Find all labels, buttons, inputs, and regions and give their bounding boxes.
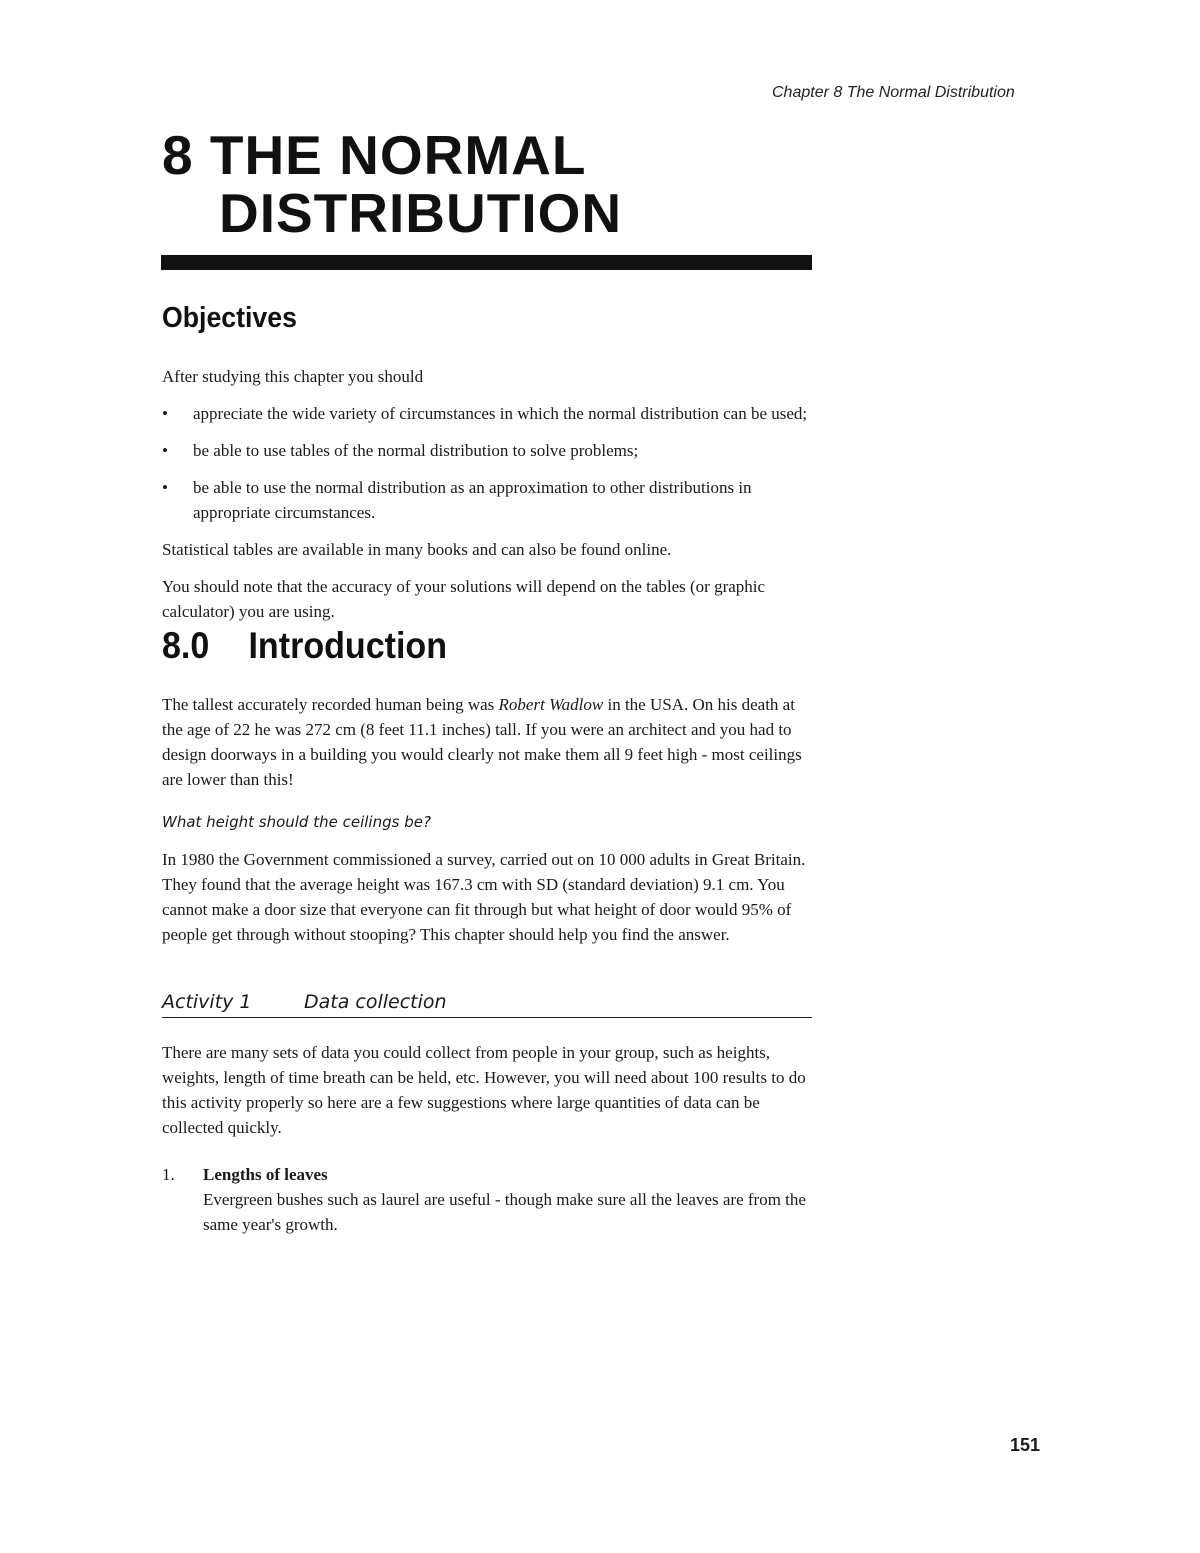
- objective-text: be able to use tables of the normal distribution to solve problems;: [193, 441, 639, 460]
- bullet-icon: •: [162, 404, 168, 423]
- objectives-lead: After studying this chapter you should: [162, 367, 424, 386]
- chapter-title: [162, 126, 812, 242]
- page-content: [162, 300, 812, 1237]
- intro-paragraph: [162, 692, 812, 792]
- objective-item: [162, 475, 812, 525]
- activity-label: Activity 1: [162, 991, 252, 1013]
- title-rule: [161, 255, 812, 270]
- list-item-number: 1.: [162, 1165, 175, 1184]
- section-title: Introduction: [248, 625, 448, 666]
- bullet-icon: •: [162, 441, 168, 460]
- intro-text-end: in the USA. On his death at the age of 22 he was 272 cm (8 feet 11.1 inches) tall. If you were an architect and you had to design doorways in a building you would clearly not make them all 9 feet high - most ceilings are lower than this!: [162, 695, 802, 789]
- chapter-title-line2: DISTRIBUTION: [219, 182, 623, 244]
- ceiling-question: What height should the ceilings be?: [162, 813, 431, 831]
- page-number: 151: [1009, 1435, 1040, 1455]
- list-item-title: Lengths of leaves: [203, 1165, 328, 1184]
- introduction-heading: [162, 624, 760, 668]
- activity-body: There are many sets of data you could collect from people in your group, such as heights, weights, length of time breath can be held, etc. However, you will need about 100 results to do this activity properly so here are a few suggestions where large quantities of data can be collected quickly.: [162, 1043, 806, 1137]
- survey-paragraph: In 1980 the Government commissioned a survey, carried out on 10 000 adults in Great Britain. They found that the average height was 167.3 cm with SD (standard deviation) 9.1 cm. You cannot make a door size that everyone can fit through but what height of door would 95% of people get through without stooping? This chapter should help you find the answer.: [162, 850, 806, 944]
- objective-item: [162, 401, 812, 426]
- list-item-text: Evergreen bushes such as laurel are useful - though make sure all the leaves are from the same year's growth.: [203, 1190, 806, 1234]
- objective-item: [162, 438, 812, 463]
- activity-heading: [162, 989, 812, 1018]
- accuracy-paragraph: You should note that the accuracy of your solutions will depend on the tables (or graphic calculator) you are using.: [162, 577, 766, 621]
- objective-text: be able to use the normal distribution as an approximation to other distributions in appropriate circumstances.: [193, 478, 752, 522]
- running-head: Chapter 8 The Normal Distribution: [772, 84, 1015, 101]
- objective-text: appreciate the wide variety of circumstances in which the normal distribution can be used;: [193, 404, 808, 423]
- section-number: 8.0: [162, 625, 210, 666]
- activity-title: Data collection: [304, 991, 447, 1013]
- chapter-title-line1: 8 THE NORMAL: [162, 124, 587, 186]
- tables-paragraph: Statistical tables are available in many books and can also be found online.: [162, 540, 672, 559]
- objectives-heading: Objectives: [162, 302, 297, 334]
- list-item: [162, 1162, 812, 1237]
- bullet-icon: •: [162, 478, 168, 497]
- intro-text-start: The tallest accurately recorded human being was: [162, 695, 499, 714]
- objectives-list: [162, 401, 812, 525]
- person-name: Robert Wadlow: [498, 695, 604, 714]
